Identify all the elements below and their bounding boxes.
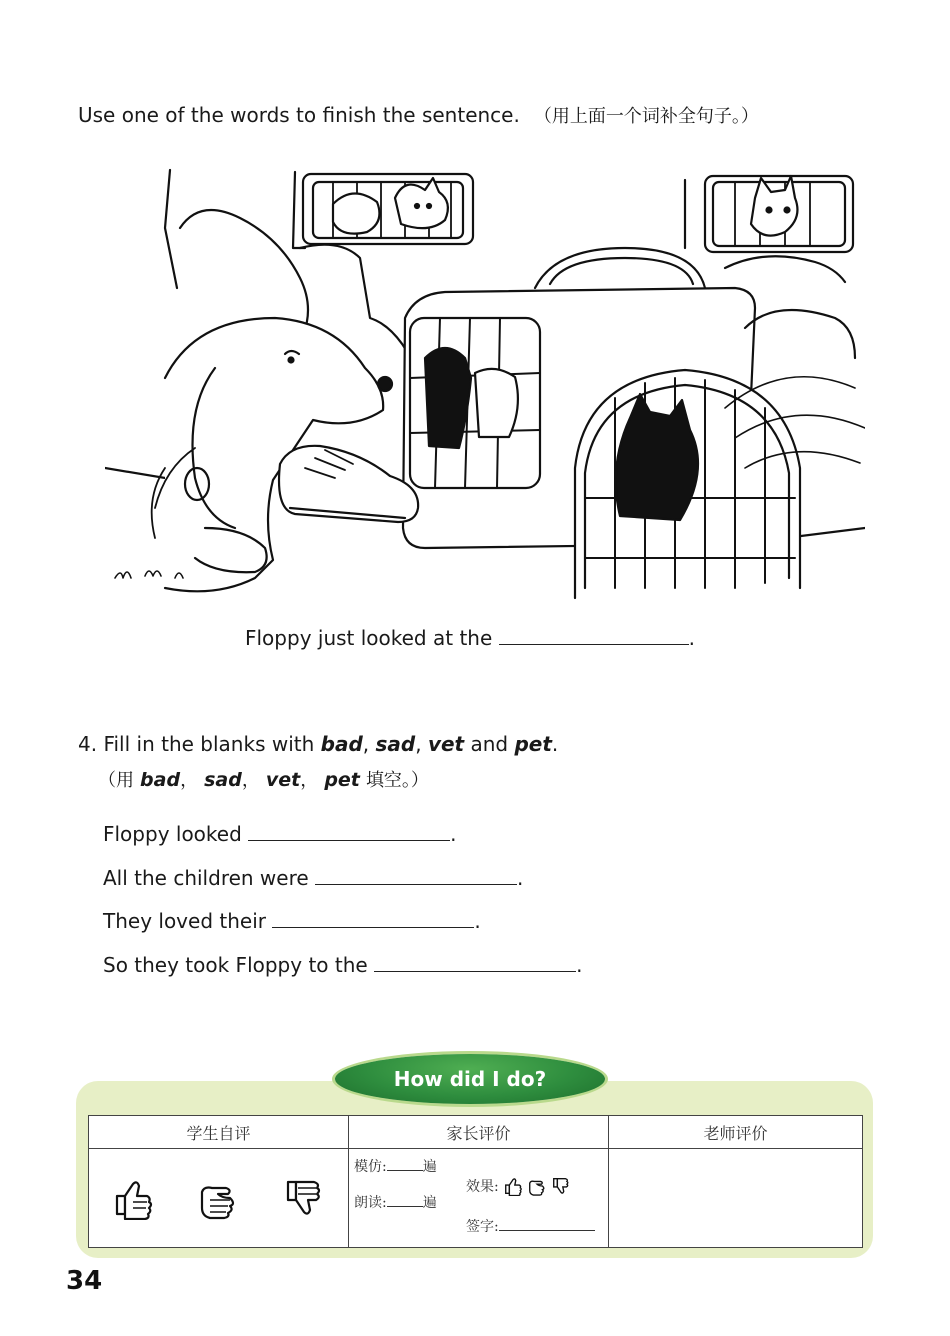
word-sad: sad	[375, 732, 416, 756]
instruction-period: .	[551, 732, 559, 756]
instruction-chinese: （用上面一个词补全句子。）	[533, 106, 759, 127]
answer-blank-1[interactable]	[248, 822, 450, 841]
evaluation-table	[88, 1115, 863, 1248]
question-lead: Fill in the blanks with	[103, 732, 315, 756]
effect-label: 效果:	[466, 1179, 499, 1195]
imitate-row	[354, 1156, 437, 1176]
imitate-count-blank[interactable]	[387, 1158, 423, 1171]
line-period: .	[517, 866, 524, 890]
cn-word-bad: bad	[140, 769, 181, 791]
question-4-instruction	[78, 732, 558, 756]
fill-line-3	[103, 909, 481, 933]
read-count-blank[interactable]	[387, 1194, 423, 1207]
imitate-label: 模仿:	[354, 1159, 387, 1175]
answer-blank-3[interactable]	[272, 909, 474, 928]
thumbs-down-icon[interactable]	[551, 1176, 571, 1196]
thumbs-up-icon[interactable]	[111, 1176, 155, 1220]
cn-word-pet: pet	[324, 769, 360, 791]
read-label: 朗读:	[354, 1195, 387, 1211]
self-eval-cell	[89, 1149, 349, 1248]
effect-row	[466, 1176, 571, 1196]
question-4-chinese	[98, 766, 429, 792]
word-and: and	[470, 732, 509, 756]
fill-line-text: All the children were	[103, 866, 309, 890]
fill-line-2	[103, 866, 523, 890]
sign-label: 签字:	[466, 1219, 499, 1235]
sign-row	[466, 1216, 595, 1236]
header-parent-eval: 家长评价	[349, 1116, 609, 1149]
cn-separator: ，	[300, 770, 319, 791]
answer-blank-4[interactable]	[374, 953, 576, 972]
word-bad: bad	[320, 732, 363, 756]
question-number: 4.	[78, 732, 98, 756]
times-label: 遍	[422, 1195, 437, 1211]
fill-line-text: Floppy looked	[103, 822, 242, 846]
page-number: 34	[66, 1266, 103, 1296]
times-label: 遍	[422, 1159, 437, 1175]
sentence-period: .	[688, 626, 695, 650]
fill-line-text: They loved their	[103, 909, 266, 933]
cn-separator: ，	[241, 770, 260, 791]
word-separator: ,	[415, 732, 422, 756]
fill-line-4	[103, 953, 582, 977]
how-did-i-do-badge: How did I do?	[335, 1054, 605, 1104]
header-self-eval: 学生自评	[89, 1116, 349, 1149]
line-period: .	[450, 822, 457, 846]
line-period: .	[474, 909, 481, 933]
answer-blank-2[interactable]	[315, 866, 517, 885]
signature-blank[interactable]	[499, 1218, 595, 1231]
line-period: .	[576, 953, 583, 977]
thumbs-up-icon[interactable]	[503, 1176, 523, 1196]
word-vet: vet	[427, 732, 465, 756]
cn-word-vet: vet	[265, 769, 301, 791]
fill-sentence	[245, 626, 695, 650]
answer-blank[interactable]	[499, 626, 689, 645]
cn-open: （用	[98, 770, 134, 791]
word-separator: ,	[362, 732, 370, 756]
instruction-english: Use one of the words to finish the sentence.	[78, 103, 520, 127]
thumbs-down-icon[interactable]	[282, 1176, 326, 1220]
instruction	[78, 102, 759, 128]
cn-word-sad: sad	[204, 769, 242, 791]
dog-and-cats-illustration	[105, 168, 865, 608]
cn-close: 填空。）	[365, 770, 429, 791]
header-teacher-eval: 老师评价	[609, 1116, 863, 1149]
fill-line-1	[103, 822, 457, 846]
thumbs-sideways-icon[interactable]	[196, 1176, 240, 1220]
fill-sentence-text: Floppy just looked at the	[245, 626, 493, 650]
fill-line-text: So they took Floppy to the	[103, 953, 368, 977]
parent-eval-cell	[349, 1149, 609, 1248]
read-row	[354, 1192, 437, 1212]
cn-separator: ，	[180, 770, 199, 791]
teacher-eval-cell[interactable]	[609, 1149, 863, 1248]
thumbs-sideways-icon[interactable]	[527, 1176, 547, 1196]
word-pet: pet	[514, 732, 552, 756]
